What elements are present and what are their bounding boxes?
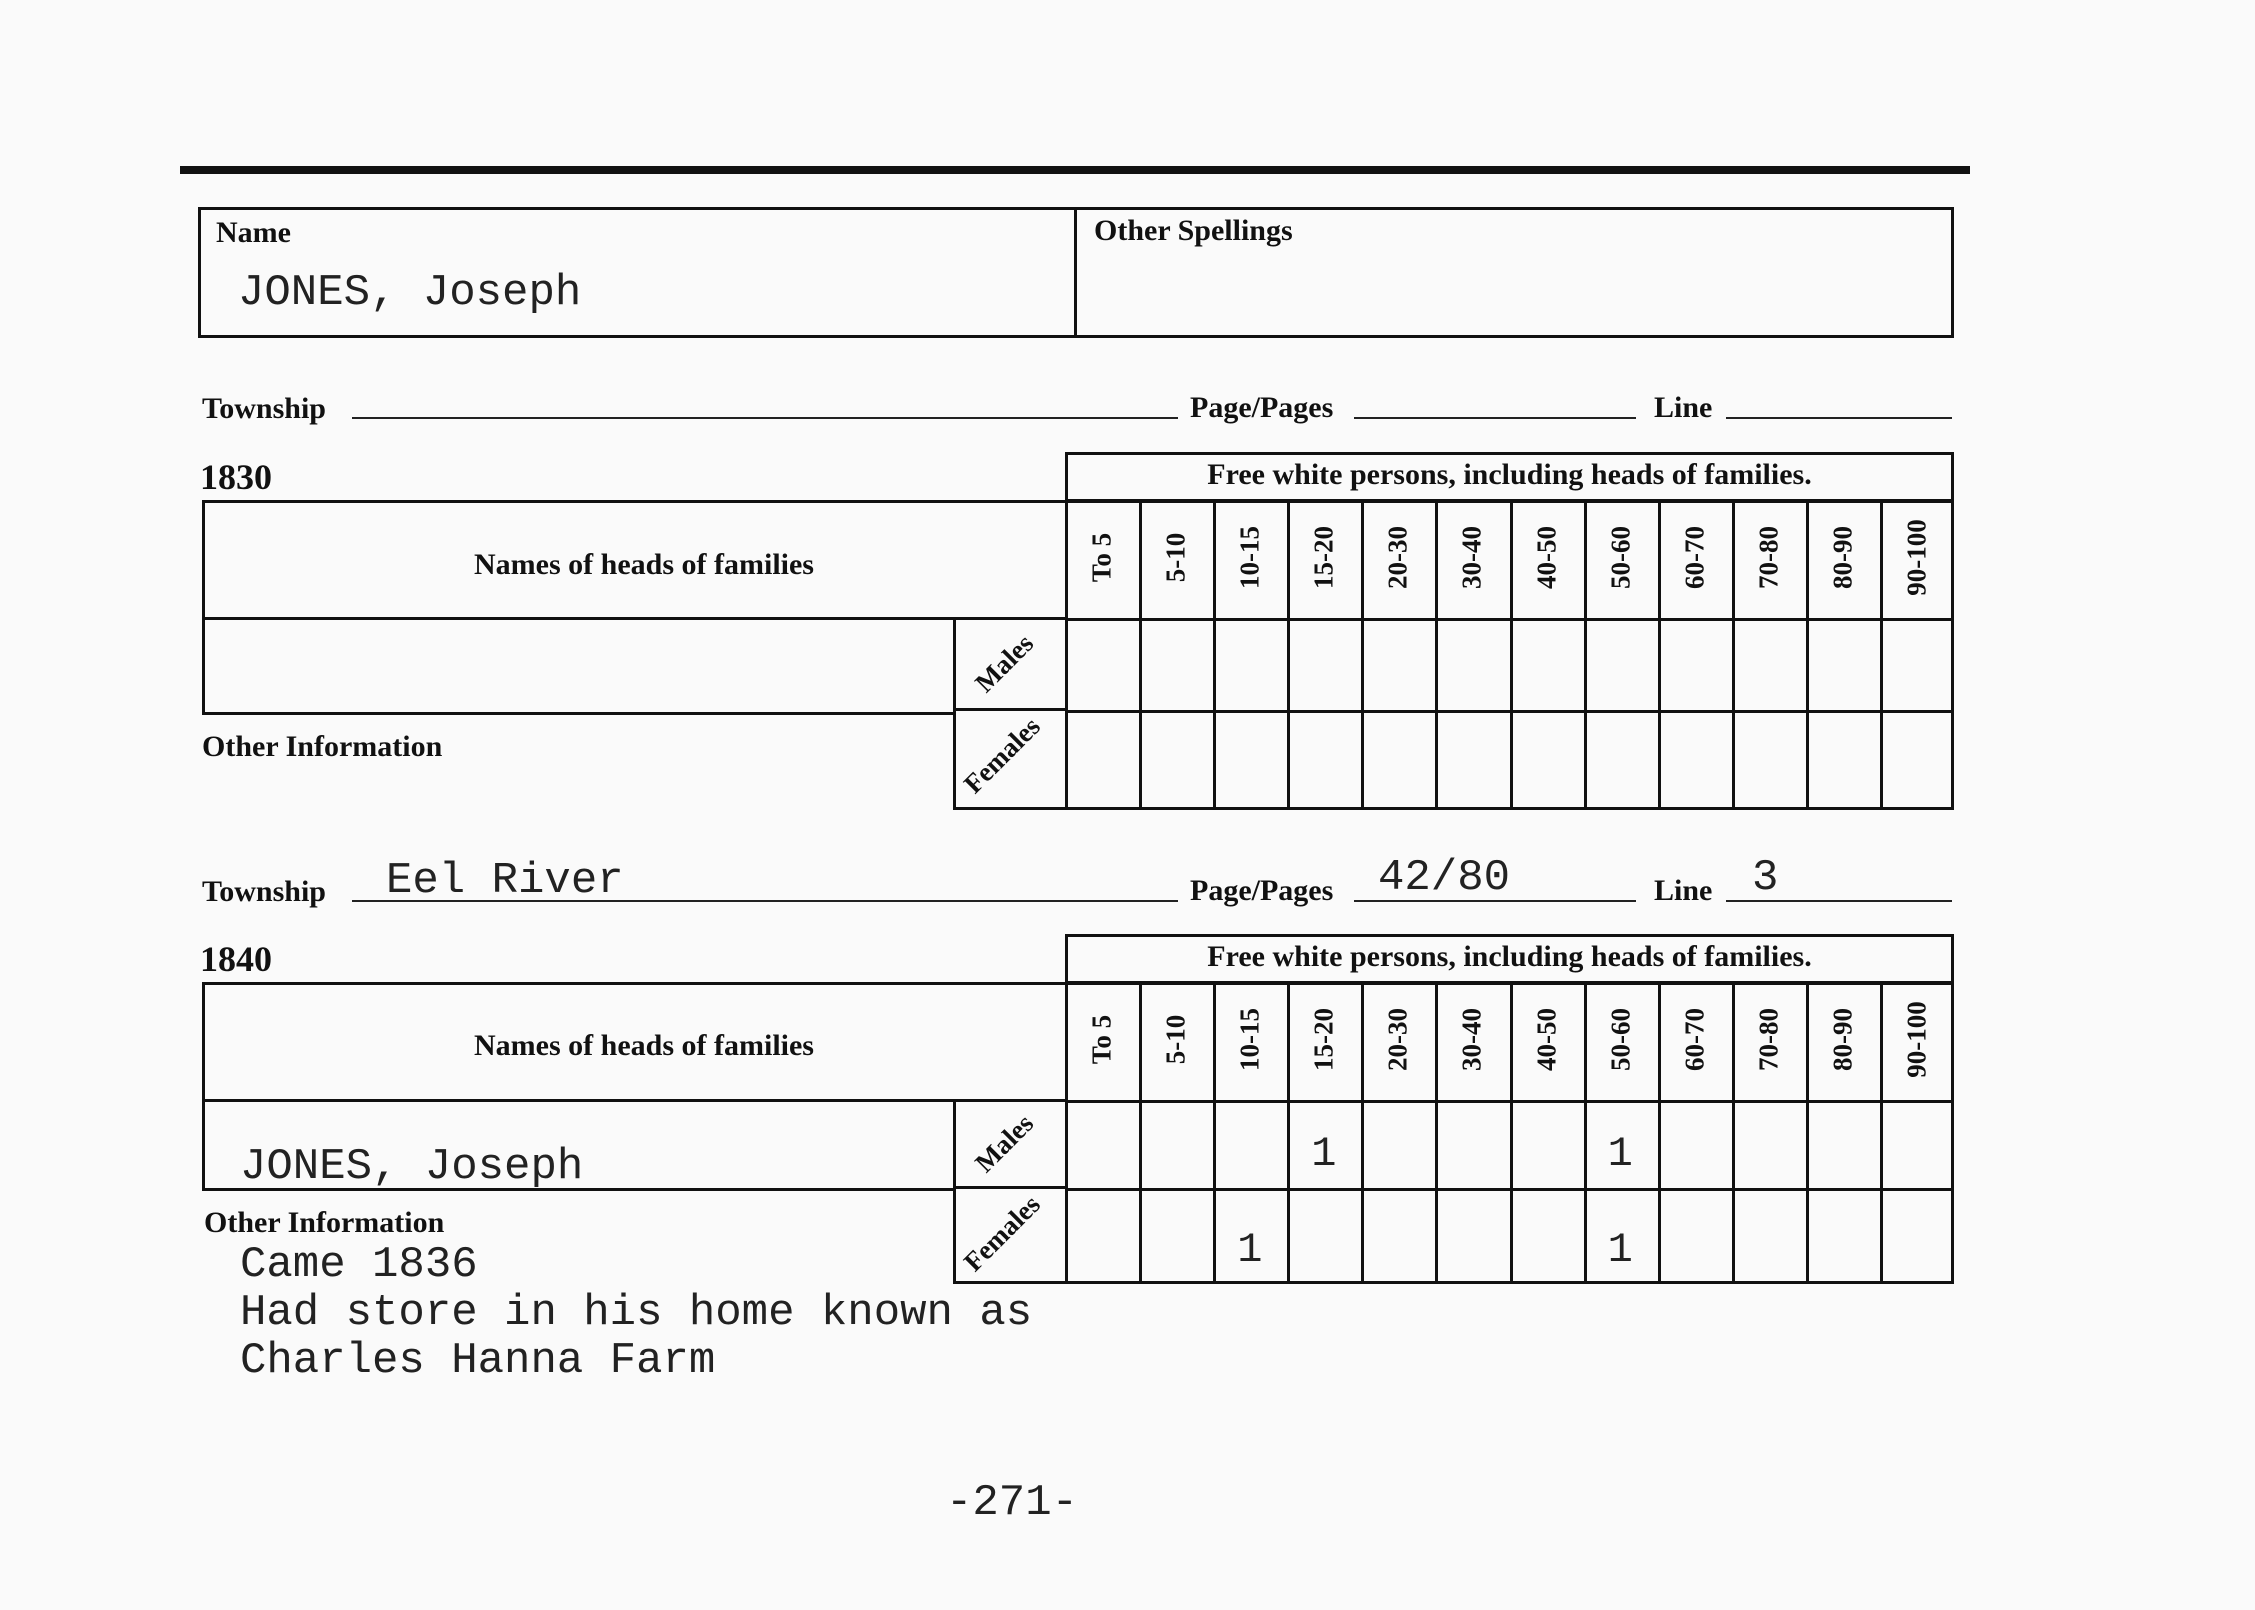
other-info-line-3: Charles Hanna Farm (240, 1336, 716, 1386)
age-column-divider (1287, 500, 1290, 810)
male-count-cell: 1 (1311, 1130, 1337, 1178)
age-grid-1830 (1065, 500, 1954, 810)
age-column-divider (1658, 500, 1661, 810)
township-line-1830 (352, 417, 1178, 419)
other-info-line-2: Had store in his home known as (240, 1288, 1033, 1338)
age-column-divider (1510, 982, 1513, 1284)
age-column-divider (1510, 500, 1513, 810)
females-label-1840: Females (957, 1189, 1046, 1278)
age-column-divider (1584, 500, 1587, 810)
sex-divider-1840 (953, 1186, 1068, 1189)
age-column-divider (1361, 500, 1364, 810)
age-column-divider (1732, 982, 1735, 1284)
age-column-header: 70-80 (1753, 526, 1784, 589)
year-1840: 1840 (200, 939, 272, 979)
age-column-divider (1213, 982, 1216, 1284)
age-column-header: 10-15 (1234, 1008, 1265, 1071)
top-rule (180, 166, 1970, 174)
sex-divider-1830 (953, 708, 1068, 711)
age-column-header: 90-100 (1901, 519, 1932, 596)
age-column-divider (1880, 982, 1883, 1284)
age-column-header: 40-50 (1531, 526, 1562, 589)
free-white-label-1830: Free white persons, including heads of families. (1207, 458, 1812, 491)
age-column-header: 60-70 (1679, 1008, 1710, 1071)
age-column-header: 5-10 (1160, 532, 1191, 583)
age-column-divider (1806, 982, 1809, 1284)
age-column-divider (1806, 500, 1809, 810)
head-name-1840: JONES, Joseph (240, 1142, 584, 1192)
other-spellings-label: Other Spellings (1094, 214, 1293, 247)
line-label-1830: Line (1654, 391, 1713, 424)
head-name-row-1830 (202, 617, 956, 715)
age-column-header: 90-100 (1901, 1001, 1932, 1078)
age-column-header: 10-15 (1234, 526, 1265, 589)
age-column-header: 5-10 (1160, 1014, 1191, 1065)
township-label-1840: Township (202, 875, 326, 908)
age-column-divider (1287, 982, 1290, 1284)
age-column-divider (1732, 500, 1735, 810)
name-label: Name (216, 216, 291, 249)
other-info-label-1830: Other Information (202, 730, 443, 763)
names-heads-label-1840: Names of heads of families (474, 1029, 814, 1062)
age-column-header: 40-50 (1531, 1008, 1562, 1071)
age-column-header: 50-60 (1605, 1008, 1636, 1071)
age-column-divider (1880, 500, 1883, 810)
male-count-cell: 1 (1607, 1130, 1633, 1178)
age-column-divider (1435, 982, 1438, 1284)
age-column-header: 80-90 (1827, 526, 1858, 589)
line-label-1840: Line (1654, 874, 1713, 907)
age-column-header: 70-80 (1753, 1008, 1784, 1071)
female-count-cell: 1 (1607, 1226, 1633, 1274)
males-label-1830: Males (969, 628, 1040, 699)
age-column-header: 80-90 (1827, 1008, 1858, 1071)
age-column-divider (1584, 982, 1587, 1284)
age-column-header: 30-40 (1456, 526, 1487, 589)
age-grid-1840 (1065, 982, 1954, 1284)
year-1830: 1830 (200, 457, 272, 497)
age-column-divider (1361, 982, 1364, 1284)
age-column-header: 15-20 (1308, 526, 1339, 589)
age-column-header: 60-70 (1679, 526, 1710, 589)
name-box-divider (1074, 207, 1077, 338)
age-column-divider (1435, 500, 1438, 810)
age-column-header: 20-30 (1382, 526, 1413, 589)
age-column-divider (1213, 500, 1216, 810)
line-line-1830 (1726, 417, 1952, 419)
township-value-1840: Eel River (386, 856, 624, 906)
names-heads-label-1830: Names of heads of families (474, 548, 814, 581)
females-label-1830: Females (957, 711, 1046, 800)
age-column-header: 50-60 (1605, 526, 1636, 589)
age-column-divider (1658, 982, 1661, 1284)
males-label-1840: Males (969, 1108, 1040, 1179)
other-info-line-1: Came 1836 (240, 1240, 478, 1290)
female-count-cell: 1 (1237, 1226, 1263, 1274)
line-value-1840: 3 (1752, 853, 1779, 903)
age-column-header: To 5 (1086, 532, 1117, 583)
free-white-label-1840: Free white persons, including heads of families. (1207, 940, 1812, 973)
page-number: -271- (946, 1478, 1079, 1528)
township-label-1830: Township (202, 392, 326, 425)
age-column-header: To 5 (1086, 1014, 1117, 1065)
name-value: JONES, Joseph (238, 268, 582, 318)
page-value-1840: 42/80 (1378, 853, 1511, 903)
page-label-1840: Page/Pages (1190, 874, 1334, 907)
age-column-header: 15-20 (1308, 1008, 1339, 1071)
page-label-1830: Page/Pages (1190, 391, 1334, 424)
other-info-label-1840: Other Information (204, 1206, 445, 1239)
age-column-divider (1139, 982, 1142, 1284)
age-column-divider (1139, 500, 1142, 810)
age-column-header: 30-40 (1456, 1008, 1487, 1071)
age-column-header: 20-30 (1382, 1008, 1413, 1071)
page-line-1830 (1354, 417, 1636, 419)
